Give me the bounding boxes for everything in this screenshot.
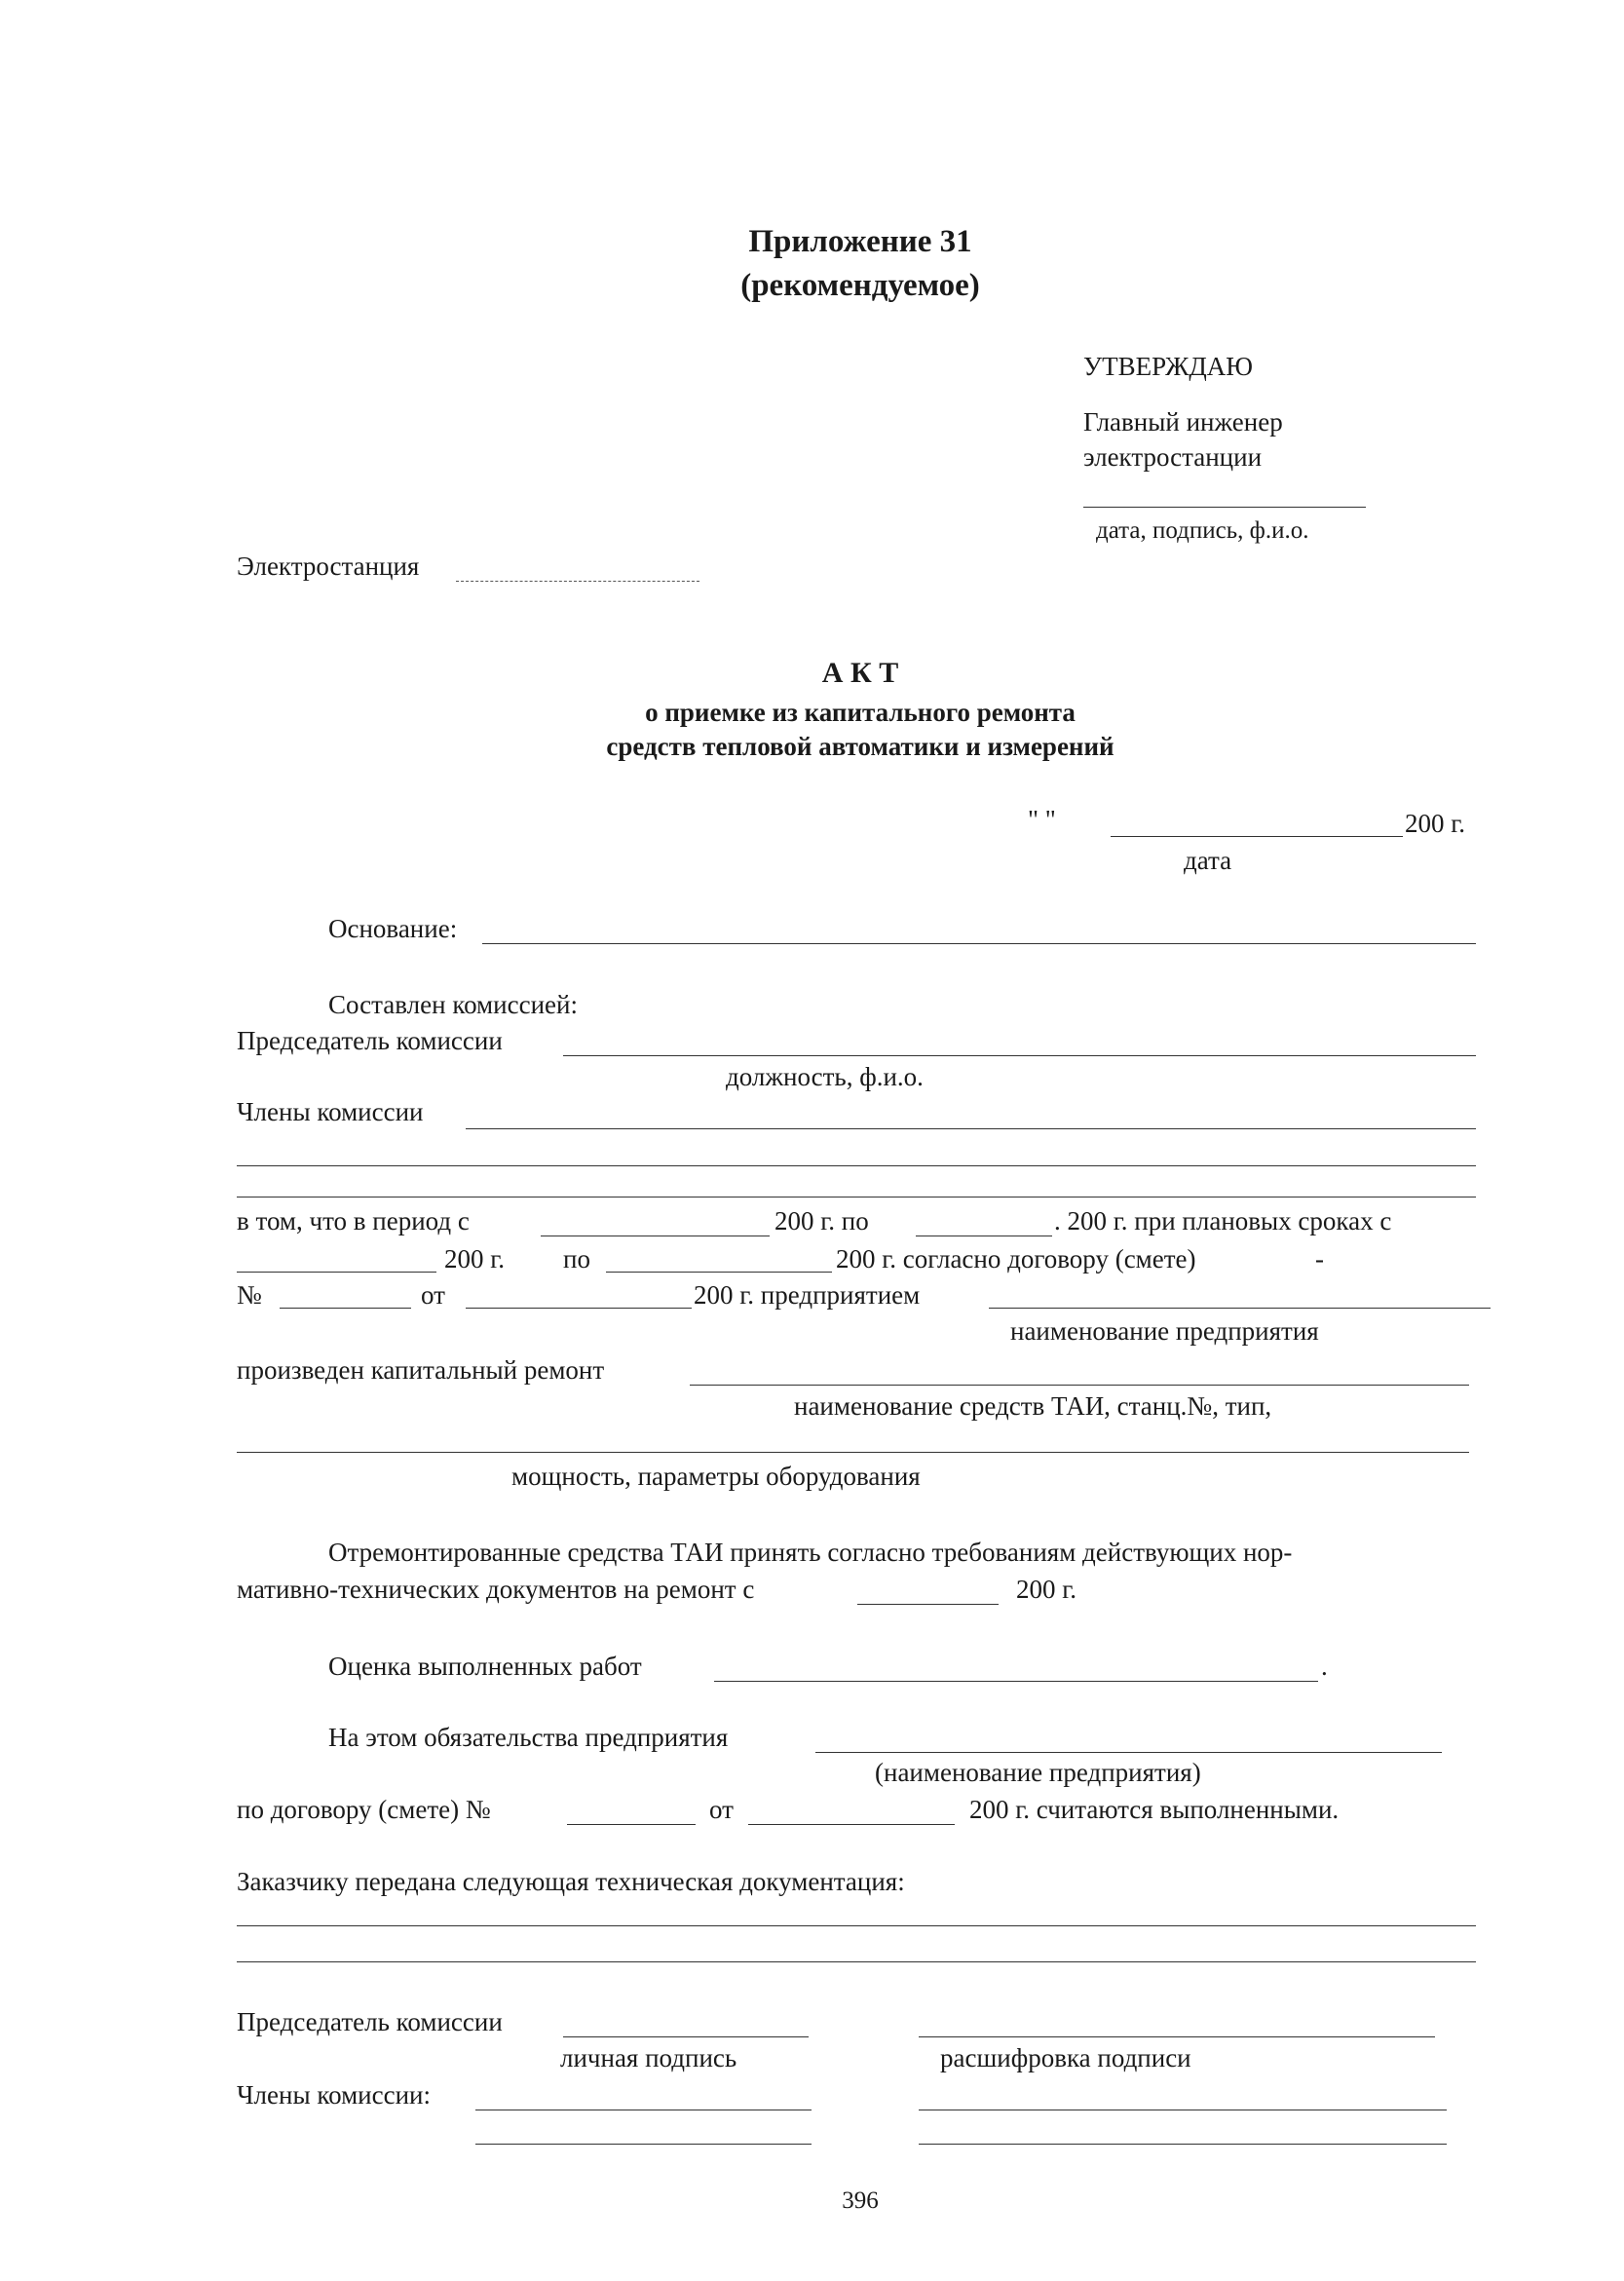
docs-field-2[interactable] <box>237 1961 1476 1962</box>
obligations-contract-date-field[interactable] <box>748 1824 955 1825</box>
docs-label: Заказчику передана следующая техническая документация: <box>237 1867 905 1896</box>
evaluation-dot: . <box>1321 1652 1328 1681</box>
repair-field[interactable] <box>690 1385 1469 1386</box>
approval-sign-line[interactable] <box>1083 507 1366 508</box>
accept-line-1: Отремонтированные средства ТАИ принять согласно требованиям действующих нор- <box>328 1538 1293 1567</box>
members-field-2[interactable] <box>237 1165 1476 1166</box>
sig-chairman-label: Председатель комиссии <box>237 2007 503 2036</box>
personal-caption: личная подпись <box>560 2043 737 2072</box>
contract-date-field[interactable] <box>466 1308 692 1309</box>
docs-field-1[interactable] <box>237 1925 1476 1926</box>
chairman-field[interactable] <box>563 1055 1476 1056</box>
period-text-2c: 200 г. согласно договору (смете) <box>836 1244 1196 1274</box>
appendix-title: Приложение 31 <box>748 224 972 259</box>
accept-date-field[interactable] <box>857 1604 999 1605</box>
obligations-caption: (наименование предприятия) <box>875 1758 1201 1787</box>
decode-caption: расшифровка подписи <box>940 2043 1191 2072</box>
members-label: Члены комиссии <box>237 1097 424 1126</box>
period-text-2b: по <box>563 1244 590 1274</box>
sig-chairman-decode-field[interactable] <box>919 2036 1435 2037</box>
station-label: Электростанция <box>237 551 420 581</box>
chairman-caption: должность, ф.и.о. <box>726 1062 924 1091</box>
repair-label: произведен капитальный ремонт <box>237 1355 605 1385</box>
period-text-1c: . 200 г. при плановых сроках с <box>1054 1206 1392 1236</box>
equipment-caption-1: наименование средств ТАИ, станц.№, тип, <box>794 1391 1272 1421</box>
members-field-1[interactable] <box>466 1128 1476 1129</box>
period-text-1b: 200 г. по <box>774 1206 869 1236</box>
act-subtitle-line1: о приемке из капитального ремонта <box>645 698 1076 727</box>
contract-text-a: по договору (смете) № <box>237 1795 491 1824</box>
approval-sign-caption: дата, подпись, ф.и.о. <box>1096 517 1309 544</box>
period-text-3a: № <box>237 1280 262 1310</box>
period-text-3b: от <box>421 1280 445 1310</box>
period-text-2a: 200 г. <box>444 1244 506 1274</box>
sig-chairman-personal-field[interactable] <box>563 2036 809 2037</box>
act-subtitle-line2: средств тепловой автоматики и измерений <box>606 732 1114 761</box>
approval-title: УТВЕРЖДАЮ <box>1083 352 1254 381</box>
sig-members-label: Члены комиссии: <box>237 2080 431 2110</box>
commission-composed: Составлен комиссией: <box>328 990 578 1019</box>
enterprise-caption: наименование предприятия <box>1010 1316 1319 1346</box>
page-number: 396 <box>842 2187 879 2214</box>
enterprise-field[interactable] <box>989 1308 1491 1309</box>
approval-position-line2: электростанции <box>1083 442 1263 472</box>
planned-from-field[interactable] <box>237 1272 436 1273</box>
contract-number-field[interactable] <box>280 1308 411 1309</box>
evaluation-label: Оценка выполненных работ <box>328 1652 642 1681</box>
basis-field[interactable] <box>482 943 1476 944</box>
evaluation-field[interactable] <box>714 1681 1318 1682</box>
date-year: 200 г. <box>1405 809 1466 838</box>
contract-text-b: от <box>709 1795 734 1824</box>
period-text-3c: 200 г. предприятием <box>694 1280 921 1310</box>
appendix-note: (рекомендуемое) <box>740 268 980 303</box>
date-caption: дата <box>1184 846 1232 875</box>
equipment-field[interactable] <box>237 1452 1469 1453</box>
period-text-1a: в том, что в период с <box>237 1206 470 1236</box>
date-quotes: " " <box>1028 805 1056 834</box>
period-dash: - <box>1315 1244 1324 1274</box>
sig-member-personal-field-2[interactable] <box>475 2144 812 2145</box>
act-title: А К Т <box>821 657 899 689</box>
obligations-contract-number-field[interactable] <box>567 1824 696 1825</box>
approval-position-line1: Главный инженер <box>1083 407 1283 437</box>
date-field[interactable] <box>1111 836 1403 837</box>
sig-member-decode-field-2[interactable] <box>919 2144 1447 2145</box>
equipment-caption-2: мощность, параметры оборудования <box>511 1462 921 1491</box>
planned-to-field[interactable] <box>606 1272 832 1273</box>
contract-text-c: 200 г. считаются выполненными. <box>969 1795 1340 1824</box>
basis-label: Основание: <box>328 914 458 943</box>
station-field[interactable] <box>456 581 699 582</box>
obligations-label: На этом обязательства предприятия <box>328 1723 729 1752</box>
accept-line-2b: 200 г. <box>1016 1575 1077 1604</box>
accept-line-2a: мативно-технических документов на ремонт с <box>237 1575 755 1604</box>
members-field-3[interactable] <box>237 1197 1476 1198</box>
chairman-label: Председатель комиссии <box>237 1026 503 1055</box>
obligations-enterprise-field[interactable] <box>815 1752 1442 1753</box>
